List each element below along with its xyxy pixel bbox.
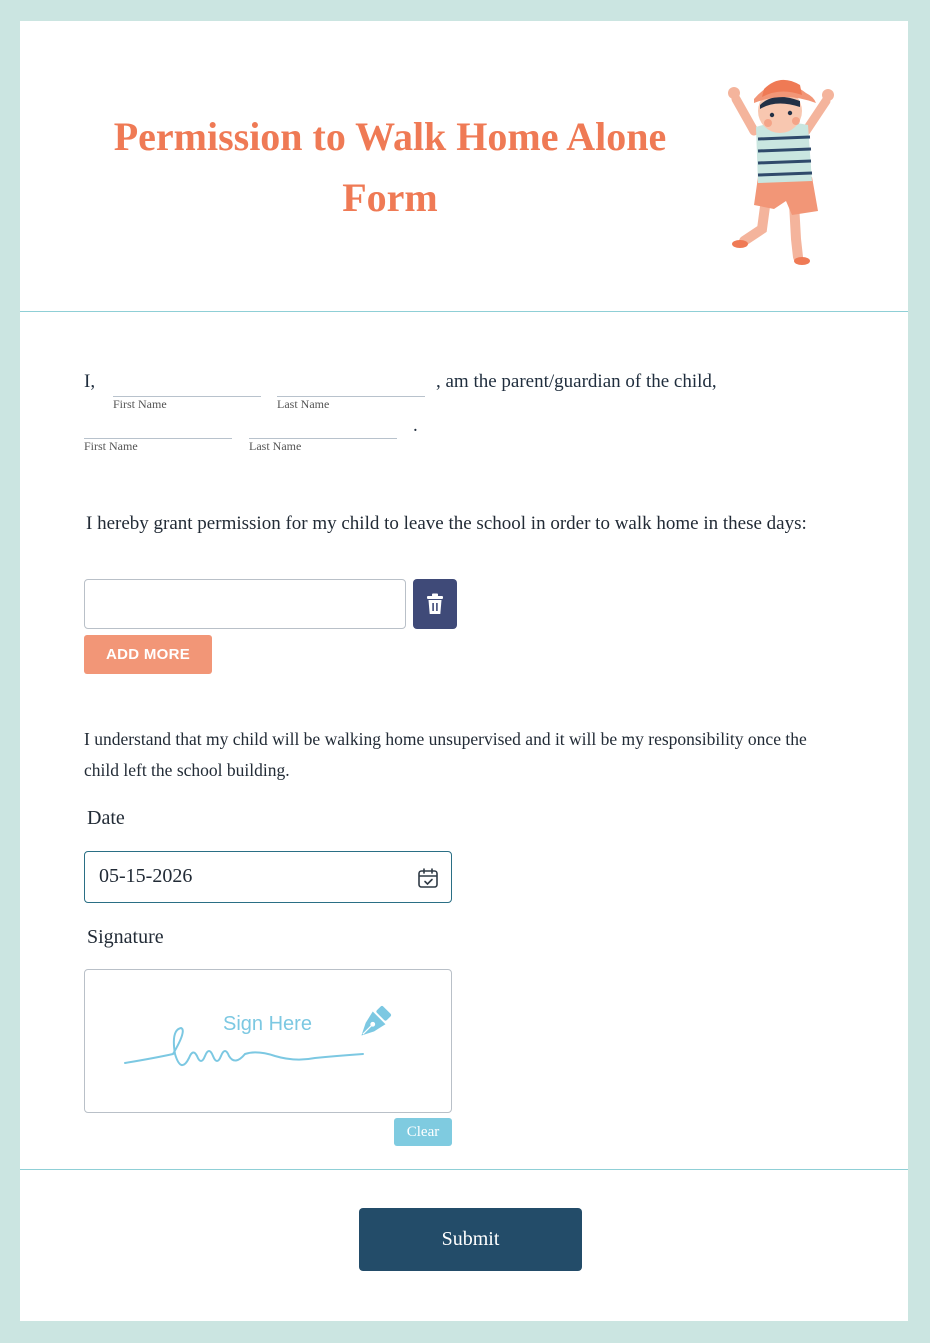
parent-last-name-sublabel: Last Name [277, 397, 330, 411]
signature-placeholder: Sign Here [223, 1013, 312, 1035]
form-title: Permission to Walk Home Alone Form [113, 114, 667, 220]
responsibility-statement: I understand that my child will be walking home unsupervised and it will be my responsibility once the child left the school building. [84, 729, 807, 780]
date-label: Date [87, 807, 125, 829]
child-first-name-sublabel: First Name [84, 439, 138, 453]
day-input[interactable] [84, 579, 406, 629]
calendar-icon[interactable] [417, 867, 439, 889]
trash-icon [425, 593, 445, 615]
date-input[interactable] [84, 851, 452, 903]
add-more-button[interactable]: ADD MORE [84, 635, 212, 674]
form-card [20, 21, 908, 1321]
delete-day-button[interactable] [413, 579, 457, 629]
signature-scribble-icon [85, 970, 453, 1114]
days-prompt: I hereby grant permission for my child to leave the school in order to walk home in these days: [86, 513, 807, 534]
signature-label: Signature [87, 926, 164, 948]
child-last-name-sublabel: Last Name [249, 439, 302, 453]
intro-period: . [413, 415, 418, 436]
intro-suffix: , am the parent/guardian of the child, [436, 371, 717, 392]
parent-first-name-sublabel: First Name [113, 397, 167, 411]
signature-pad[interactable] [84, 969, 452, 1113]
intro-prefix: I, [84, 371, 96, 392]
date-value: 05-15-2026 [99, 865, 193, 887]
form-header [20, 21, 908, 312]
submit-button[interactable]: Submit [359, 1208, 582, 1271]
clear-signature-button[interactable]: Clear [394, 1118, 452, 1146]
child-illustration [714, 69, 844, 265]
footer-divider [20, 1169, 908, 1170]
